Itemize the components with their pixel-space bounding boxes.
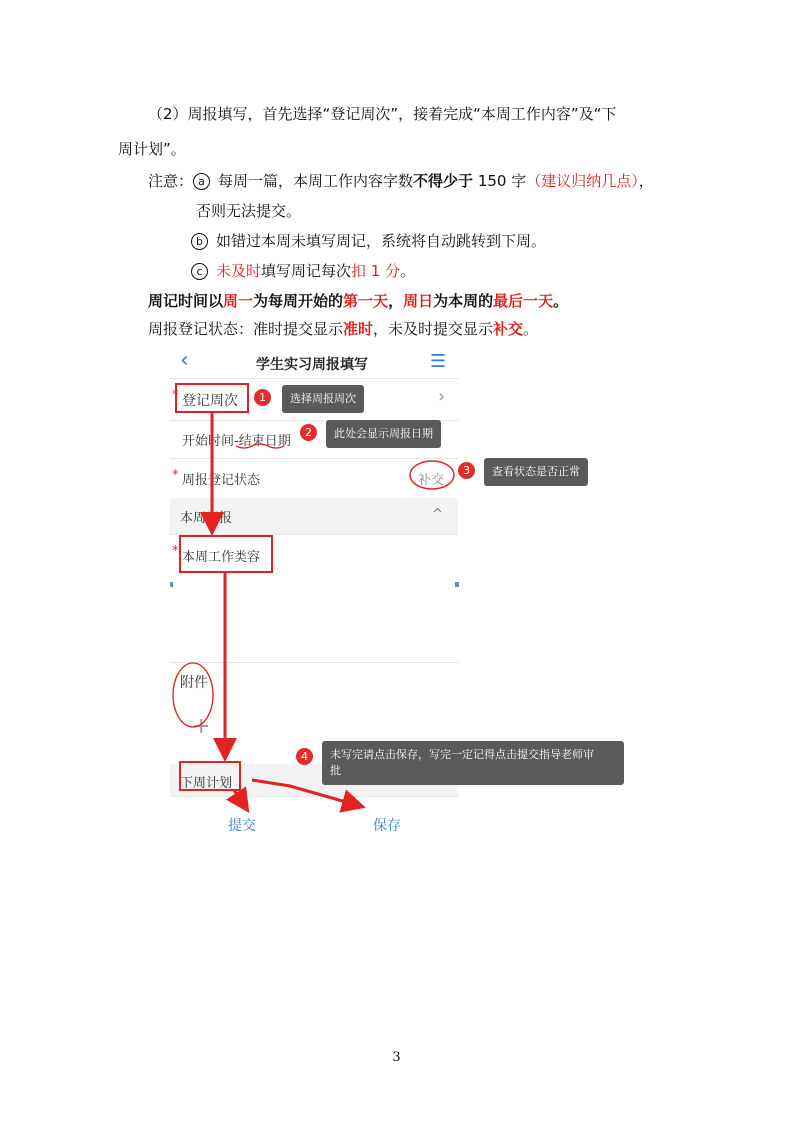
menu-icon[interactable]: ☰ [430,351,447,372]
callout-tooltip-3: 查看状态是否正常 [484,458,588,486]
intro-line-2: 周计划”。 [118,140,186,158]
submit-button[interactable]: 提交 [228,818,256,834]
rule-r1: 周一 [223,292,254,310]
page-number: 3 [392,1050,401,1065]
callout-number-3: 3 [458,462,475,479]
note-c-end: 。 [400,262,416,280]
marker-a: a [193,173,210,190]
note-b-text: 如错过本周未填写周记，系统将自动跳转到下周。 [216,232,547,250]
note-c [191,260,415,282]
rule-t1: 周记时间以 [148,292,224,310]
content-area[interactable] [170,534,458,663]
chevron-up-icon: ^ [432,507,443,522]
state-row [170,458,458,499]
date-label: 开始时间-结束日期 [182,434,291,449]
state-value: 补交 [418,473,445,488]
status-t1: 周报登记状态：准时提交显示 [148,320,344,338]
rule-r2: 第一天 [343,292,389,310]
callout-tooltip-1: 选择周报周次 [282,385,364,413]
week-rule [148,290,568,312]
rule-r3: 周日 [403,292,434,310]
note-label: 注意： [148,172,194,190]
note-c-red-1: 未及时 [216,262,262,280]
attach-label: 附件 [180,675,208,691]
callout-tooltip-4 [322,741,624,785]
note-c-text: 填写周记每次 [261,262,352,280]
back-icon[interactable]: ‹ [180,348,189,373]
note-a-text: 每周一篇，本周工作内容字数 [218,172,414,190]
section-label: 本周周报 [180,511,233,526]
week-label: 登记周次 [182,393,238,409]
rule-t2: 为每周开始的 [253,292,344,310]
note-a-red: （建议归纳几点） [526,172,639,190]
content-label: 本周工作类容 [182,550,261,565]
note-c-red-2: 扣 1 分 [351,262,401,280]
callout-tooltip-2: 此处会显示周报日期 [326,420,441,448]
status-t2: ，未及时提交显示 [373,320,494,338]
rule-t3: ， [388,292,404,310]
status-t3: 。 [523,320,539,338]
note-a [148,170,654,192]
required-mark: * [172,468,179,483]
callout-number-4: 4 [296,748,313,765]
status-rule [148,318,538,340]
phone-title: 学生实习周报填写 [256,357,368,373]
status-r1: 准时 [343,320,374,338]
save-button[interactable]: 保存 [373,818,401,834]
note-b [191,230,546,252]
required-mark: * [172,388,179,403]
callout-number-1: 1 [254,389,271,406]
callout-4-line-2: 批 [330,764,341,777]
chevron-right-icon: › [438,386,446,407]
marker-b: b [191,233,208,250]
callout-number-2: 2 [300,424,317,441]
note-a-comma: ， [638,172,654,190]
callout-4-line-1: 未写完请点击保存，写完一定记得点击提交指导老师审 [330,748,594,761]
resize-handle-left [170,582,173,587]
next-plan-label: 下周计划 [180,776,233,791]
status-r2: 补交 [493,320,524,338]
section-header[interactable] [170,498,458,535]
note-a-bold: 不得少于 [413,172,474,190]
note-a-cont: 否则无法提交。 [196,202,302,220]
required-mark: * [172,544,179,559]
resize-handle-right [455,582,459,587]
marker-c: c [191,263,208,280]
intro-line-1: （2）周报填写，首先选择“登记周次”，接着完成“本周工作内容”及“下 [148,105,617,123]
rule-r4: 最后一天 [493,292,554,310]
rule-t5: 。 [553,292,569,310]
rule-t4: 为本周的 [433,292,494,310]
state-label: 周报登记状态 [182,473,261,488]
plus-icon[interactable]: + [192,714,211,739]
note-a-count: 150 字 [473,172,527,190]
phone-screenshot [170,346,458,796]
title-bar [170,346,458,379]
